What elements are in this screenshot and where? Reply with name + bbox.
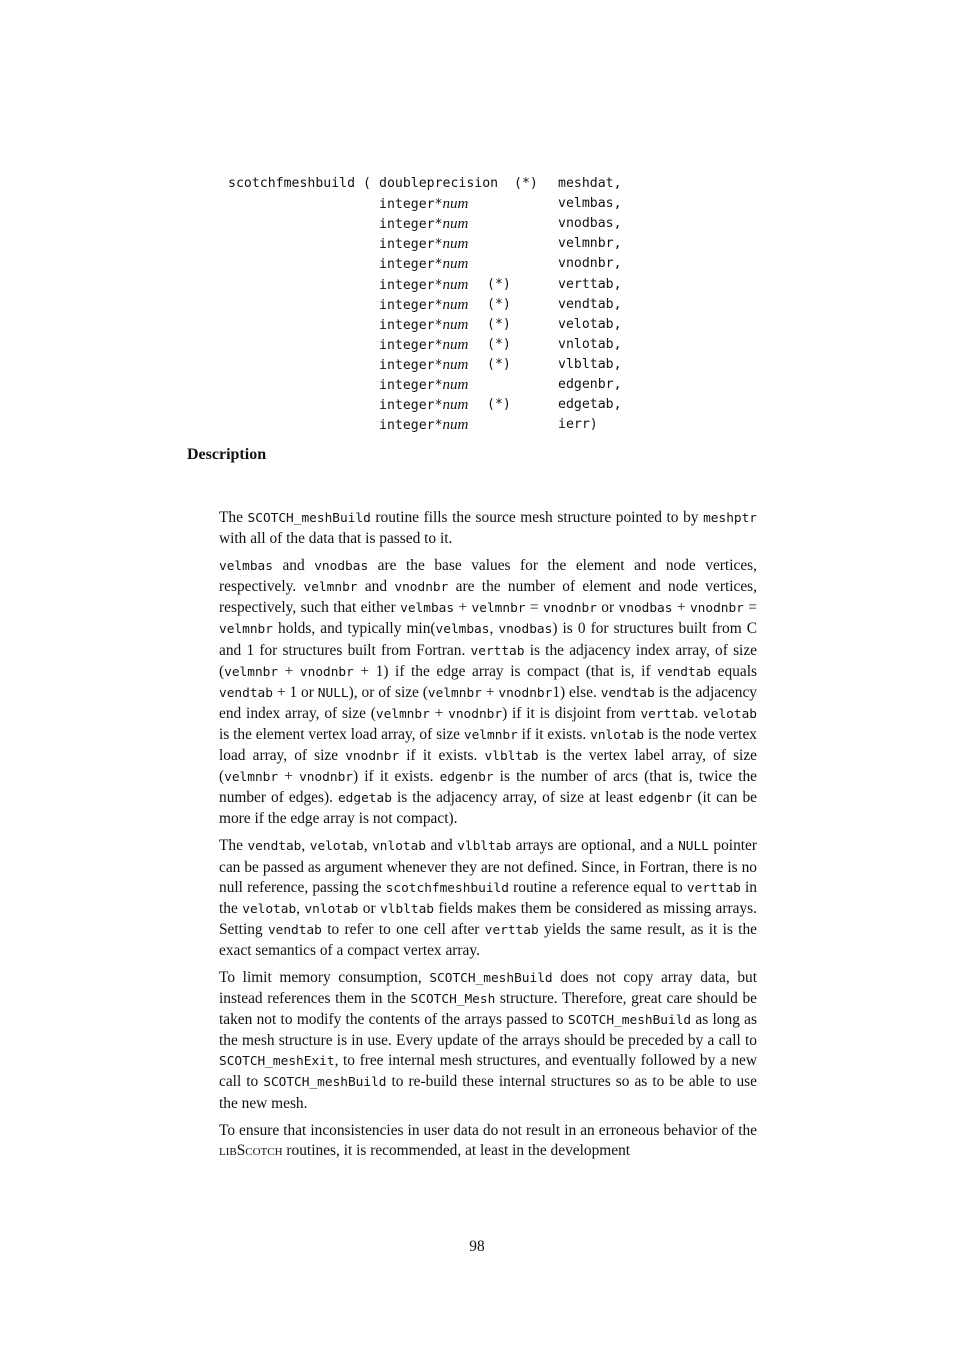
code-identifier: vnodnbr [299,664,354,680]
parameter-name: velotab, [558,316,622,332]
parameter-type: integer*num [379,196,469,213]
parameter-name: meshdat, [558,176,622,191]
code-identifier: vnodnbr [394,580,449,596]
code-identifier: NULL [317,685,349,701]
code-identifier: vnodnbr [448,706,503,722]
code-identifier: edgenbr [638,791,693,807]
array-marker: (*) [487,276,511,292]
code-identifier: vendtab [219,685,273,701]
parameter-type: integer*num [379,356,469,373]
library-name: libScotch [219,1141,283,1159]
parameter-type: integer*num [379,216,469,233]
array-marker: (*) [487,397,511,413]
parameter-type: integer*num [379,377,469,393]
parameter-type: integer*num [379,296,469,313]
code-identifier: vlbltab [380,901,434,917]
code-identifier: velotab [703,706,757,722]
code-identifier: SCOTCH_meshBuild [567,1013,692,1029]
code-identifier: vlbltab [457,839,512,855]
description-paragraph: velmbas and vnodbas are the base values for the element and node vertices, respectively. velmnbr and vnodnbr are the number of element and node vertices, respectively, such that either velmbas + velmnbr = vnodnbr or vnodbas + vnodnbr = velmnbr holds, and typically min(velmbas, vnodbas) is 0 for structures built from C and 1 for structures built from Fortran. verttab is the adjacency index array, of size (velmnbr + vnodnbr + 1) if the edge array is compact (that is, if vendtab equals vendtab + 1 or NULL), or of size (velmnbr + vnodnbr1) else. vendtab is the adjacency end index array, of size (velmnbr + vnodnbr) if it is disjoint from verttab. velotab is the element vertex load array, of size velmnbr if it exists. vnlotab is the node vertex load array, of size vnodnbr if it exists. vlbltab is the vertex label array, of size (velmnbr + vnodnbr) if it exists. edgenbr is the number of arcs (that is, twice the number of edges). edgetab is the adjacency array, of size at least edgenbr (it can be more if the edge array is not compact). [219,557,758,828]
code-identifier: velotab [309,839,364,855]
code-identifier: velmnbr [303,580,358,596]
code-identifier: verttab [686,880,741,896]
parameter-name: edgetab, [558,397,622,413]
code-identifier: verttab [640,706,695,722]
code-identifier: vlbltab [484,749,539,765]
parameter-name: velmbas, [558,196,622,212]
code-identifier: velmnbr [219,622,273,638]
section-heading: Description [187,446,267,463]
parameter-name: vnodnbr, [558,256,622,272]
description-paragraph: The vendtab, velotab, vnlotab and vlbltab arrays are optional, and a NULL pointer can be passed as argument whenever they are not defined. Since, in Fortran, there is no null reference, passing the scotchfmeshbuild routine a reference equal to verttab in the velotab, vnlotab or vlbltab fields makes them be considered as missing arrays. Setting vendtab to refer to one cell after verttab yields the same result, as it is the exact semantics of a compact vertex array. [219,837,758,959]
code-identifier: SCOTCH_meshBuild [247,511,371,526]
code-identifier: vnodbas [314,559,369,575]
parameter-name: vnodbas, [558,216,622,232]
parameter-name: velmnbr, [558,236,622,252]
code-identifier: vnodnbr [345,749,400,765]
code-identifier: velmnbr [471,601,526,617]
array-marker: (*) [487,316,511,332]
parameter-name: verttab, [558,276,622,292]
code-identifier: SCOTCH_meshExit [219,1054,335,1070]
code-identifier: vendtab [600,685,655,701]
description-paragraph: To ensure that inconsistencies in user data do not result in an erroneous behavior of the libScotch routines, it is recommended, at least in the development [219,1121,757,1159]
code-identifier: vnlotab [304,901,359,917]
code-identifier: velmbas [219,559,273,575]
parameter-type: integer*num [379,336,469,353]
parameter-type: integer*num [379,276,469,293]
page-number: 98 [469,1238,485,1255]
array-marker: (*) [487,336,511,352]
parameter-type: integer*num [379,236,469,253]
code-identifier: vnodbas [498,622,553,638]
code-identifier: vnodnbr [689,601,744,617]
function-name: scotchfmeshbuild ( [228,176,371,191]
parameter-name: ierr) [558,417,598,433]
code-identifier: vendtab [267,922,322,938]
code-identifier: velmbas [400,601,455,617]
code-identifier: velmbas [435,622,490,638]
code-identifier: vnlotab [372,839,427,855]
code-identifier: SCOTCH_meshBuild [429,970,553,986]
array-marker: (*) [514,176,538,191]
code-identifier: SCOTCH_meshBuild [263,1075,387,1091]
code-identifier: vnlotab [590,727,645,743]
description-paragraph: To limit memory consumption, SCOTCH_meshBuild does not copy array data, but instead references them in the SCOTCH_Mesh structure. Therefore, great care should be taken not to modify the contents of the arrays passed to SCOTCH_meshBuild as long as the mesh structure is in use. Every update of the arrays should be preceded by a call to SCOTCH_meshExit, to free internal mesh structures, and eventually followed by a new call to SCOTCH_meshBuild to re-build these internal structures so as to be able to use the new mesh. [219,968,758,1112]
code-identifier: scotchfmeshbuild [385,880,509,896]
array-marker: (*) [487,356,511,372]
parameter-name: vendtab, [558,296,622,312]
code-identifier: velmnbr [375,706,430,722]
code-identifier: meshptr [703,511,758,526]
code-identifier: velmnbr [224,770,279,786]
code-identifier: vendtab [247,839,302,855]
code-identifier: edgetab [337,791,392,807]
code-identifier: velmnbr [224,664,279,680]
code-identifier: SCOTCH_Mesh [410,992,496,1008]
parameter-type: integer*num [379,417,469,434]
parameter-type: integer*num [379,316,469,333]
parameter-type: integer*num [379,397,469,414]
code-identifier: verttab [470,643,525,659]
code-identifier: vnodbas [618,601,673,617]
parameter-name: vlbltab, [558,356,622,372]
code-identifier: verttab [484,922,539,938]
code-identifier: vendtab [657,664,712,680]
code-identifier: velotab [242,901,297,917]
code-identifier: vnodnbr [498,685,553,701]
parameter-name: vnlotab, [558,336,622,352]
array-marker: (*) [487,296,511,312]
description-body [219,508,757,1168]
code-identifier: vnodnbr [542,601,597,617]
code-identifier: vnodnbr [299,770,353,786]
code-identifier: velmnbr [463,727,518,743]
code-identifier: edgenbr [439,770,494,786]
code-identifier: NULL [678,839,709,855]
parameter-type: doubleprecision [379,176,499,191]
parameter-name: edgenbr, [558,377,622,392]
code-identifier: velmnbr [427,685,482,701]
parameter-type: integer*num [379,256,469,273]
description-paragraph: The SCOTCH_meshBuild routine fills the source mesh structure pointed to by meshptr with all of the data that is passed to it. [219,509,758,548]
